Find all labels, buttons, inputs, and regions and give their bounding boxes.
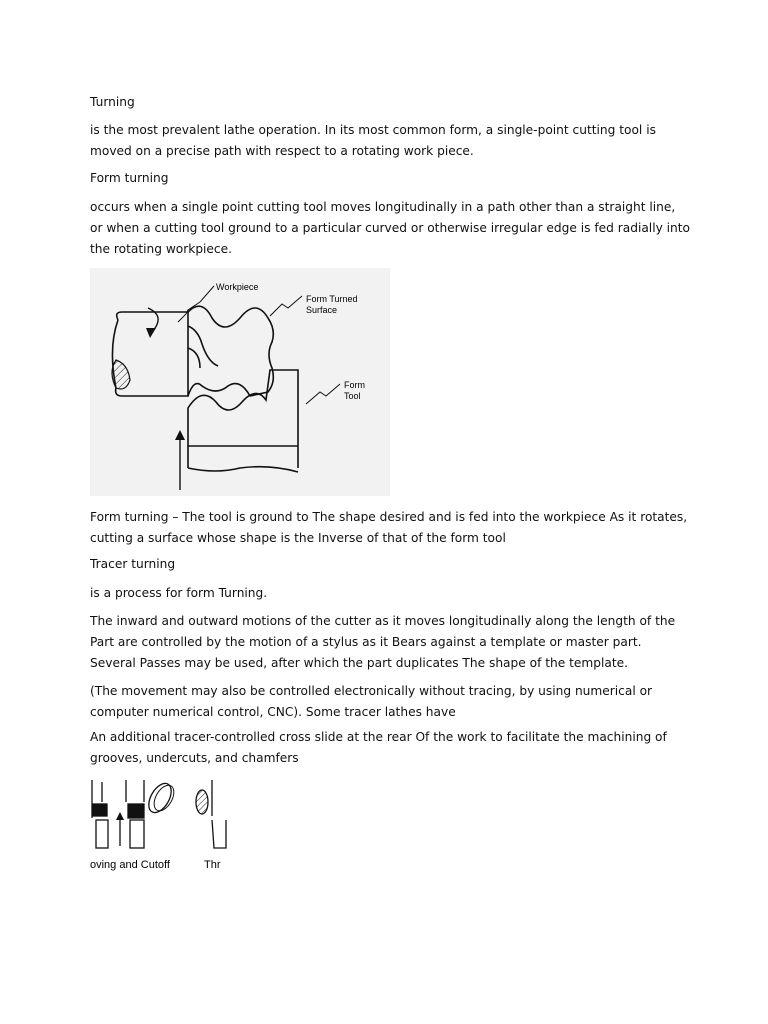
form-turning-figure bbox=[90, 268, 390, 496]
tracer-turning-heading: Tracer turning bbox=[90, 557, 176, 571]
form-turning-paragraph: occurs when a single point cutting tool moves longitudinally in a path other than a straight line, or when a cutting tool ground to a particular curved or otherwise irregular edge is fed radially into the rotating workpiece. bbox=[90, 200, 691, 256]
tracer-paragraph-1: The inward and outward motions of the cutter as it moves longitudinally along the length of the Part are controlled by the motion of a stylus as it Bears against a template or master part. Several Passes may be used, after which the part duplicates The shape of the template. bbox=[90, 614, 676, 670]
tool-label: Tool bbox=[344, 391, 361, 401]
form-turned-label: Form Turned bbox=[306, 294, 358, 304]
threading-tool bbox=[196, 780, 226, 848]
turning-heading: Turning bbox=[90, 95, 135, 109]
rotation-arrowhead bbox=[146, 328, 156, 338]
turning-paragraph: is the most prevalent lathe operation. In its most common form, a single-point cutting tool is moved on a precise path with respect to a rotating work piece. bbox=[90, 123, 656, 158]
workpiece-shape bbox=[112, 306, 273, 396]
feed-arrowhead bbox=[175, 430, 185, 440]
tracer-paragraph-3: An additional tracer-controlled cross slide at the rear Of the work to facilitate the machining of grooves, undercuts, and chamfers bbox=[90, 730, 667, 765]
grooving-figure bbox=[90, 772, 230, 876]
figure-caption: Form turning – The tool is ground to The shape desired and is fed into the workpiece As it rotates, cutting a surface whose shape is the Inverse of that of the form tool bbox=[90, 510, 688, 545]
threading-label: Thr bbox=[204, 859, 221, 871]
grooving-feed-arrowhead bbox=[116, 812, 124, 820]
workpiece-label: Workpiece bbox=[216, 282, 259, 292]
tracer-paragraph-2: (The movement may also be controlled electronically without tracing, by using numerical or computer numerical control, CNC). Some tracer lathes have bbox=[90, 684, 653, 719]
workpiece-hatch bbox=[112, 360, 130, 389]
surface-label: Surface bbox=[306, 305, 338, 315]
grooving-label: oving and Cutoff bbox=[90, 859, 170, 871]
form-tool-shape bbox=[188, 370, 298, 472]
tracer-intro: is a process for form Turning. bbox=[90, 586, 268, 600]
grooving-tools bbox=[92, 780, 144, 848]
form-label: Form bbox=[344, 380, 365, 390]
form-turning-heading: Form turning bbox=[90, 171, 169, 185]
tool-leader bbox=[306, 384, 340, 404]
surface-leader bbox=[270, 296, 302, 316]
workpiece-leader bbox=[178, 286, 214, 322]
